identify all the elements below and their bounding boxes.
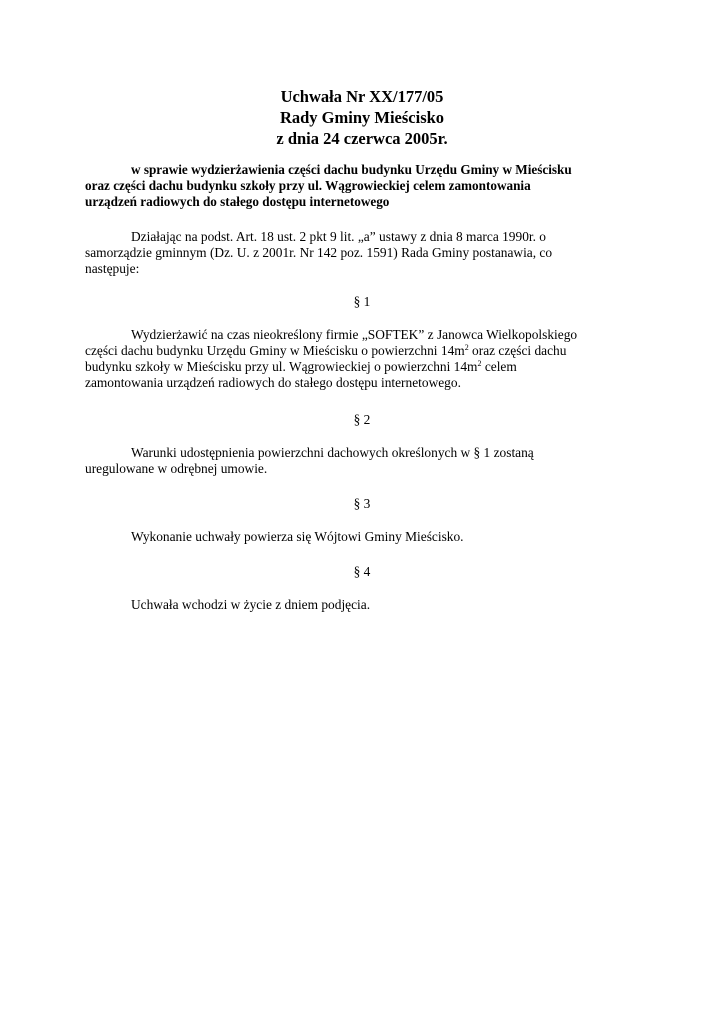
section-1-line-1: Wydzierżawić na czas nieokreślony firmie „SOFTEK” z Janowca Wielkopolskiego: [131, 327, 578, 342]
section-1-line-3-text-a: budynku szkoły w Mieścisku przy ul. Wągrowieckiej o powierzchni 14m: [85, 359, 478, 374]
preamble-line-2: samorządzie gminnym (Dz. U. z 2001r. Nr 142 poz. 1591) Rada Gminy postanawia, co: [85, 245, 553, 260]
resolution-number: Uchwała Nr XX/177/05: [280, 87, 444, 106]
section-1-line-4: zamontowania urządzeń radiowych do stałego dostępu internetowego.: [85, 375, 461, 390]
council-name: Rady Gminy Mieścisko: [279, 108, 445, 127]
subject-line-3: urządzeń radiowych do stałego dostępu internetowego: [85, 194, 390, 209]
section-4-line-1: Uchwała wchodzi w życie z dniem podjęcia.: [131, 597, 371, 612]
section-1-line-2-text-a: części dachu budynku Urzędu Gminy w Mieścisku o powierzchni 14m: [85, 343, 465, 358]
section-3-mark: § 3: [353, 496, 371, 511]
superscript-2: 2: [477, 359, 482, 368]
resolution-date: z dnia 24 czerwca 2005r.: [276, 129, 448, 148]
preamble-line-3: następuje:: [85, 261, 140, 276]
subject-line-1: w sprawie wydzierżawienia części dachu budynku Urzędu Gminy w Mieścisku: [131, 162, 572, 177]
section-1-line-2: [85, 343, 566, 359]
subject-line-2: oraz części dachu budynku szkoły przy ul. Wągrowieckiej celem zamontowania: [85, 178, 531, 193]
section-2-mark: § 2: [353, 412, 371, 427]
section-2-line-2: uregulowane w odrębnej umowie.: [85, 461, 268, 476]
section-1-mark: § 1: [353, 294, 371, 309]
section-1-line-2-text-b: oraz części dachu: [468, 343, 567, 358]
section-2-line-1: Warunki udostępnienia powierzchni dachowych określonych w § 1 zostaną: [131, 445, 534, 460]
section-3-line-1: Wykonanie uchwały powierza się Wójtowi Gminy Mieścisko.: [131, 529, 464, 544]
preamble-line-1: Działając na podst. Art. 18 ust. 2 pkt 9 lit. „a” ustawy z dnia 8 marca 1990r. o: [131, 229, 547, 244]
section-1-line-3: [85, 359, 517, 375]
superscript-2: 2: [464, 343, 469, 352]
section-4-mark: § 4: [353, 564, 371, 579]
section-1-line-3-text-b: celem: [481, 359, 517, 374]
